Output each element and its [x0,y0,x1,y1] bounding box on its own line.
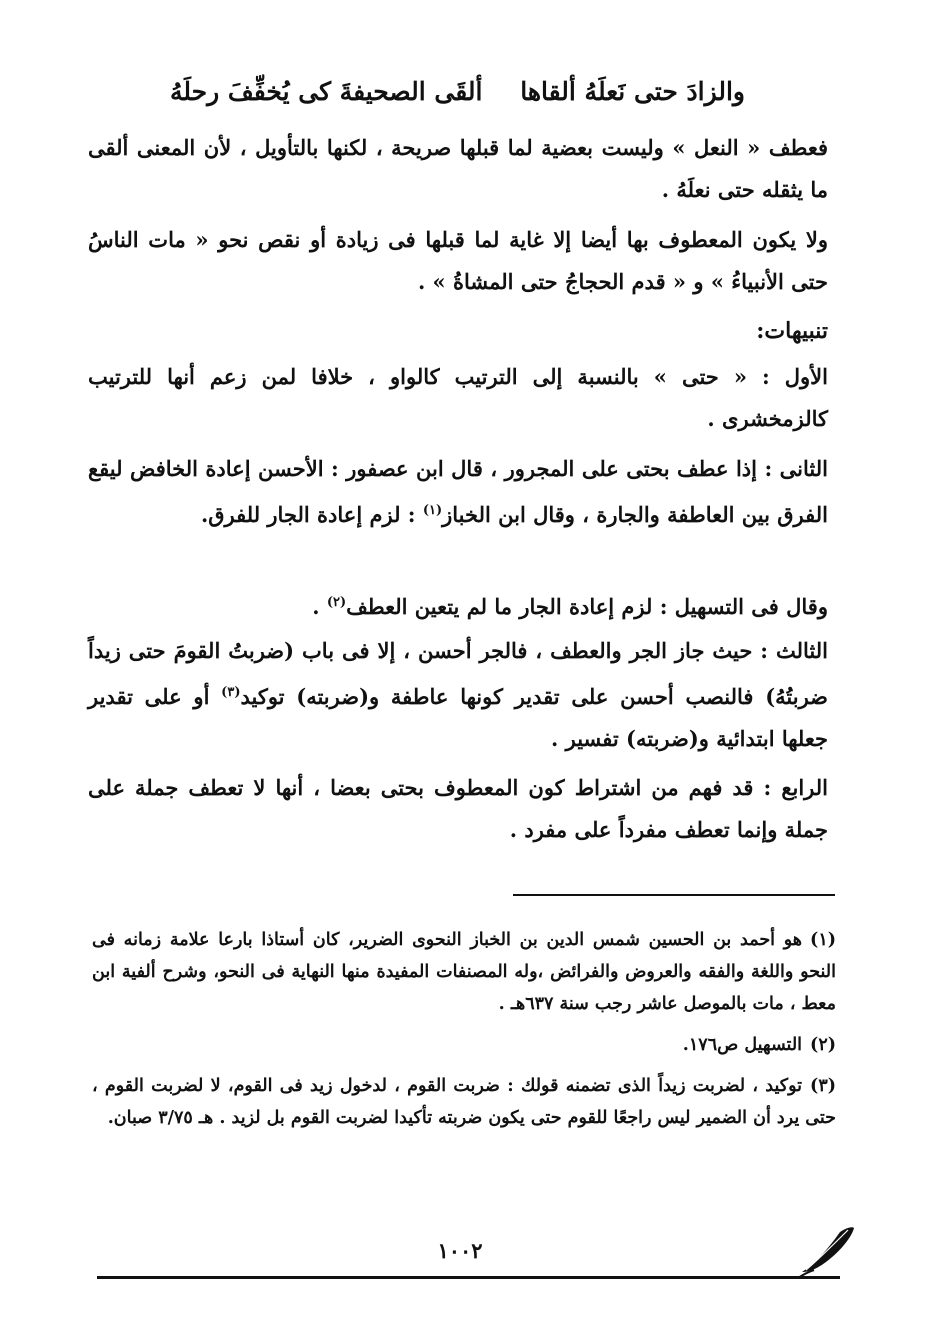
footnote-2-number: (٢) [810,1035,836,1055]
note-2-text-a: الثانى : إذا عطف بحتى على المجرور ، قال ابن عصفور : الأحسن إعادة الخافض ليقع الفرق بين العاطفة والجارة ، وقال ابن الخباز [88,456,828,527]
paragraph-tashil [150,582,828,628]
footnote-2 [92,1029,836,1061]
footnote-ref-1: (١) [422,503,443,518]
note-3-text-a: الثالث : حيث جاز الجر والعطف ، فالجر أحسن ، إلا فى باب (ضربتُ القومَ حتى زيداً ضربتُهُ) فالنصب أحسن على تقدير كونها عاطفة و(ضربته) توكيد [88,638,828,709]
note-3-text-b: أو على تقدير جعلها ابتدائية و(ضربته) تفسير . [88,684,828,751]
footnote-1 [92,924,836,1020]
verse-left-hemistich: والزادَ حتى نَعلَهُ ألقاها [520,77,745,106]
footnote-ref-2: (٢) [326,595,347,610]
paragraph-note-1: الأول : « حتى » بالنسبة إلى الترتيب كالواو ، خلافا لمن زعم أنها للترتيب كالزمخشرى . [88,364,828,431]
tashil-text-a: وقال فى التسهيل : لزم إعادة الجار ما لم يتعين العطف [346,594,828,619]
paragraph-note-2 [88,448,828,536]
quill-pen-icon [796,1224,858,1280]
section-heading: تنبيهات: [756,318,828,344]
footnote-separator [513,894,835,896]
page-number: ١٠٠٢ [437,1238,483,1263]
footnote-2-text: التسهيل ص١٧٦. [682,1035,803,1055]
paragraph-1: فعطف « النعل » وليست بعضية لما قبلها صريحة ، لكنها بالتأويل ، لأن المعنى ألقى ما يثقله حتى نعلَهُ . [88,135,828,202]
note-2-text-b: : لزم إعادة الجار للفرق. [200,502,423,527]
paragraph-note-4: الرابع : قد فهم من اشتراط كون المعطوف بحتى بعضا ، أنها لا تعطف جملة على جملة وإنما تعطف مفرداً على مفرد . [88,775,828,842]
footnote-1-text: هو أحمد بن الحسين شمس الدين بن الخباز النحوى الضرير، كان أستاذا بارعا علامة زمانه فى النحو واللغة والفقه والعروض والفرائض ،وله المصنفات المفيدة منها النهاية فى النحو، وشرح ألفية ابن معط ، مات بالموصل عاشر رجب سنة ٦٣٧هـ . [92,930,836,1014]
paragraph-2: ولا يكون المعطوف بها أيضا إلا غاية لما قبلها فى زيادة أو نقص نحو « مات الناسُ حتى الأنبياءُ » و « قدم الحجاجُ حتى المشاةُ » . [88,227,828,294]
page-bottom-rule [97,1276,840,1279]
footnote-ref-3: (٣) [221,685,241,700]
paragraph-note-3 [88,630,828,760]
footnote-3-number: (٣) [810,1076,836,1096]
footnote-3-text: توكيد ، لضربت زيداً الذى تضمنه قولك : ضربت القوم ، لدخول زيد فى القوم، لا لضربت القوم ، حتى يرد أن الضمير ليس راجعًا للقوم حتى يكون ضربته تأكيدا لضربت القوم بل لزيد . هـ ٣/٧٥ صبان. [92,1076,836,1128]
tashil-text-b: . [312,594,327,619]
poetry-verse [170,72,745,112]
verse-right-hemistich: ألقَى الصحيفةَ كى يُخفِّفَ رحلَهُ [170,77,483,106]
footnote-3 [92,1070,836,1134]
footnote-1-number: (١) [810,930,836,950]
